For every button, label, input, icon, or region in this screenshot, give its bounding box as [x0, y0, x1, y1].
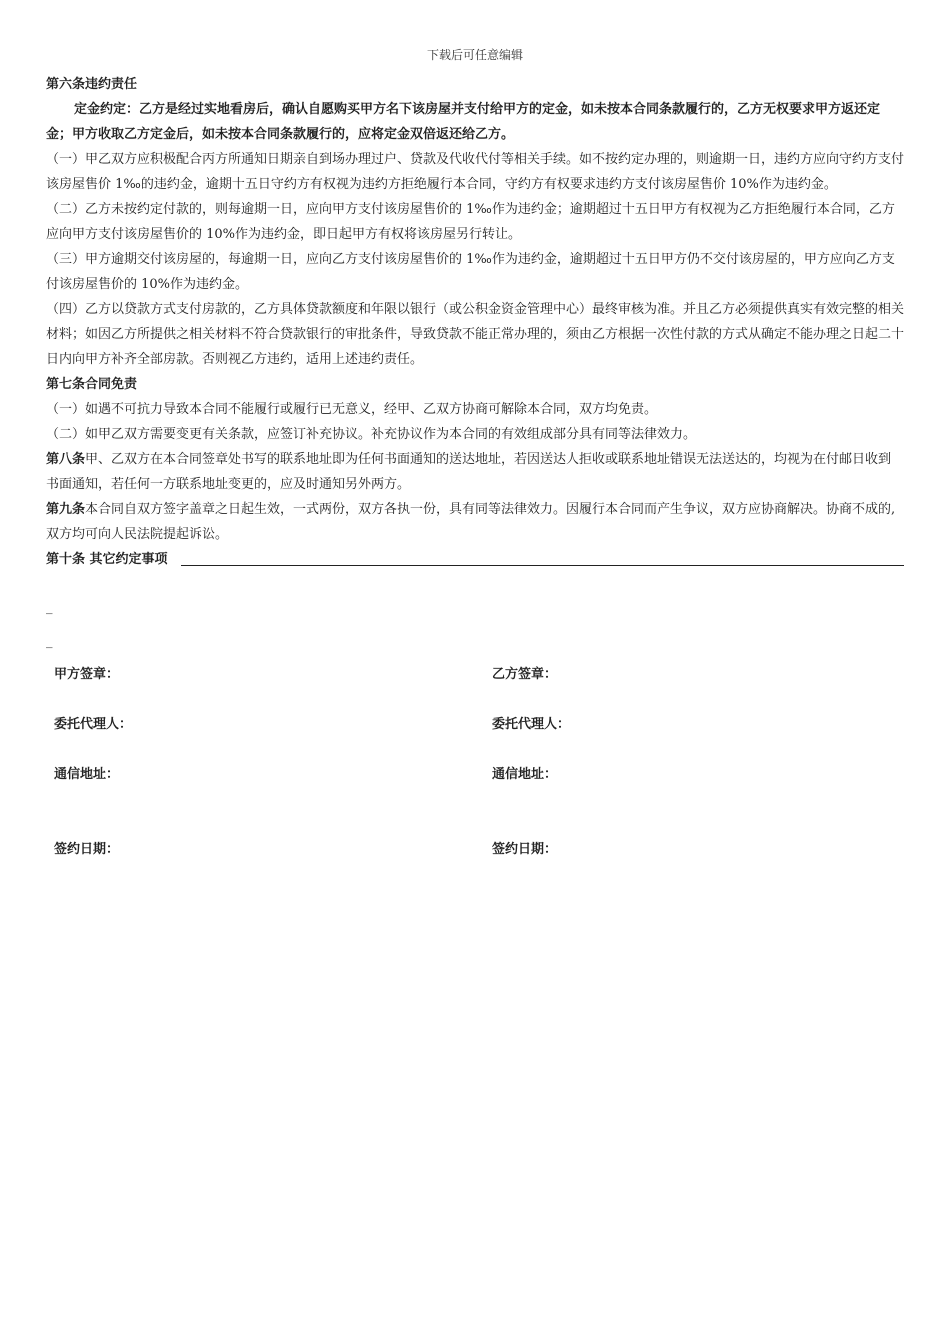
- blank-mark: _: [46, 634, 53, 649]
- article8-label: 第八条: [46, 452, 86, 467]
- article6-item-2: （二）乙方未按约定付款的，则每逾期一日，应向甲方支付该房屋售价的 1‰作为违约金；逾期超过十五日甲方有权视为乙方拒绝履行本合同，乙方应向甲方支付该房屋售价的 10%作为违约金，即日起甲方有权将该房屋另行转让。: [46, 202, 895, 242]
- article8-text: 甲、乙双方在本合同签章处书写的联系地址即为任何书面通知的送达地址，若因送达人拒收或联系地址错误无法送达的，均视为在付邮日收到书面通知，若任何一方联系地址变更的，应及时通知另外两方。: [46, 452, 892, 492]
- page-header: 下载后可任意编辑: [426, 48, 523, 62]
- party-a-date-label: 签约日期：: [54, 842, 120, 857]
- article7-item-2: （二）如甲乙双方需要变更有关条款，应签订补充协议。补充协议作为本合同的有效组成部分具有同等法律效力。: [46, 427, 697, 442]
- article7-title: 第七条合同免责: [46, 377, 138, 392]
- article6-item-4: （四）乙方以贷款方式支付房款的，乙方具体贷款额度和年限以银行（或公积金资金管理中心）最终审核为准。并且乙方必须提供真实有效完整的相关材料；如因乙方所提供之相关材料不符合贷款银行的审批条件，导致贷款不能正常办理的，须由乙方根据一次性付款的方式从确定不能办理之日起二十日内向甲方补齐全部房款。否则视乙方违约，适用上述违约责任。: [46, 302, 905, 367]
- article6-title: 第六条违约责任: [46, 77, 138, 92]
- article9-label: 第九条: [46, 502, 86, 517]
- article6-item-3: （三）甲方逾期交付该房屋的，每逾期一日，应向乙方支付该房屋售价的 1‰作为违约金，逾期超过十五日甲方仍不交付该房屋的，甲方应向乙方支付该房屋售价的 10%作为违约金。: [46, 252, 895, 292]
- article9: [46, 497, 904, 547]
- article10-fill-line: [181, 565, 904, 566]
- article6-item-1: （一）甲乙双方应积极配合丙方所通知日期亲自到场办理过户、贷款及代收代付等相关手续。如不按约定办理的，则逾期一日，违约方应向守约方支付该房屋售价 1‰的违约金，逾期十五日守约方有权视为违约方拒绝履行本合同，守约方有权要求违约方支付该房屋售价 10%作为违约金。: [46, 152, 905, 192]
- contract-body: [46, 72, 904, 572]
- article10: [46, 547, 904, 572]
- blank-mark: _: [46, 600, 53, 615]
- party-b-seal-label: 乙方签章：: [492, 667, 558, 682]
- article10-title: 第十条 其它约定事项: [46, 552, 168, 567]
- article6-deposit-clause: 定金约定：乙方是经过实地看房后，确认自愿购买甲方名下该房屋并支付给甲方的定金，如未按本合同条款履行的，乙方无权要求甲方返还定金；甲方收取乙方定金后，如未按本合同条款履行的，应将定金双倍返还给乙方。: [46, 102, 881, 142]
- party-b-agent-label: 委托代理人：: [492, 717, 571, 732]
- article8: [46, 447, 904, 497]
- article9-text: 本合同自双方签字盖章之日起生效，一式两份，双方各执一份，具有同等法律效力。因履行本合同而产生争议，双方应协商解决。协商不成的, 双方均可向人民法院提起诉讼。: [46, 502, 896, 542]
- party-a-address-label: 通信地址：: [54, 767, 120, 782]
- party-b-date-label: 签约日期：: [492, 842, 558, 857]
- party-a-seal-label: 甲方签章：: [54, 667, 120, 682]
- party-b-address-label: 通信地址：: [492, 767, 558, 782]
- article7-item-1: （一）如遇不可抗力导致本合同不能履行或履行已无意义，经甲、乙双方协商可解除本合同，双方均免责。: [46, 402, 658, 417]
- party-a-agent-label: 委托代理人：: [54, 717, 133, 732]
